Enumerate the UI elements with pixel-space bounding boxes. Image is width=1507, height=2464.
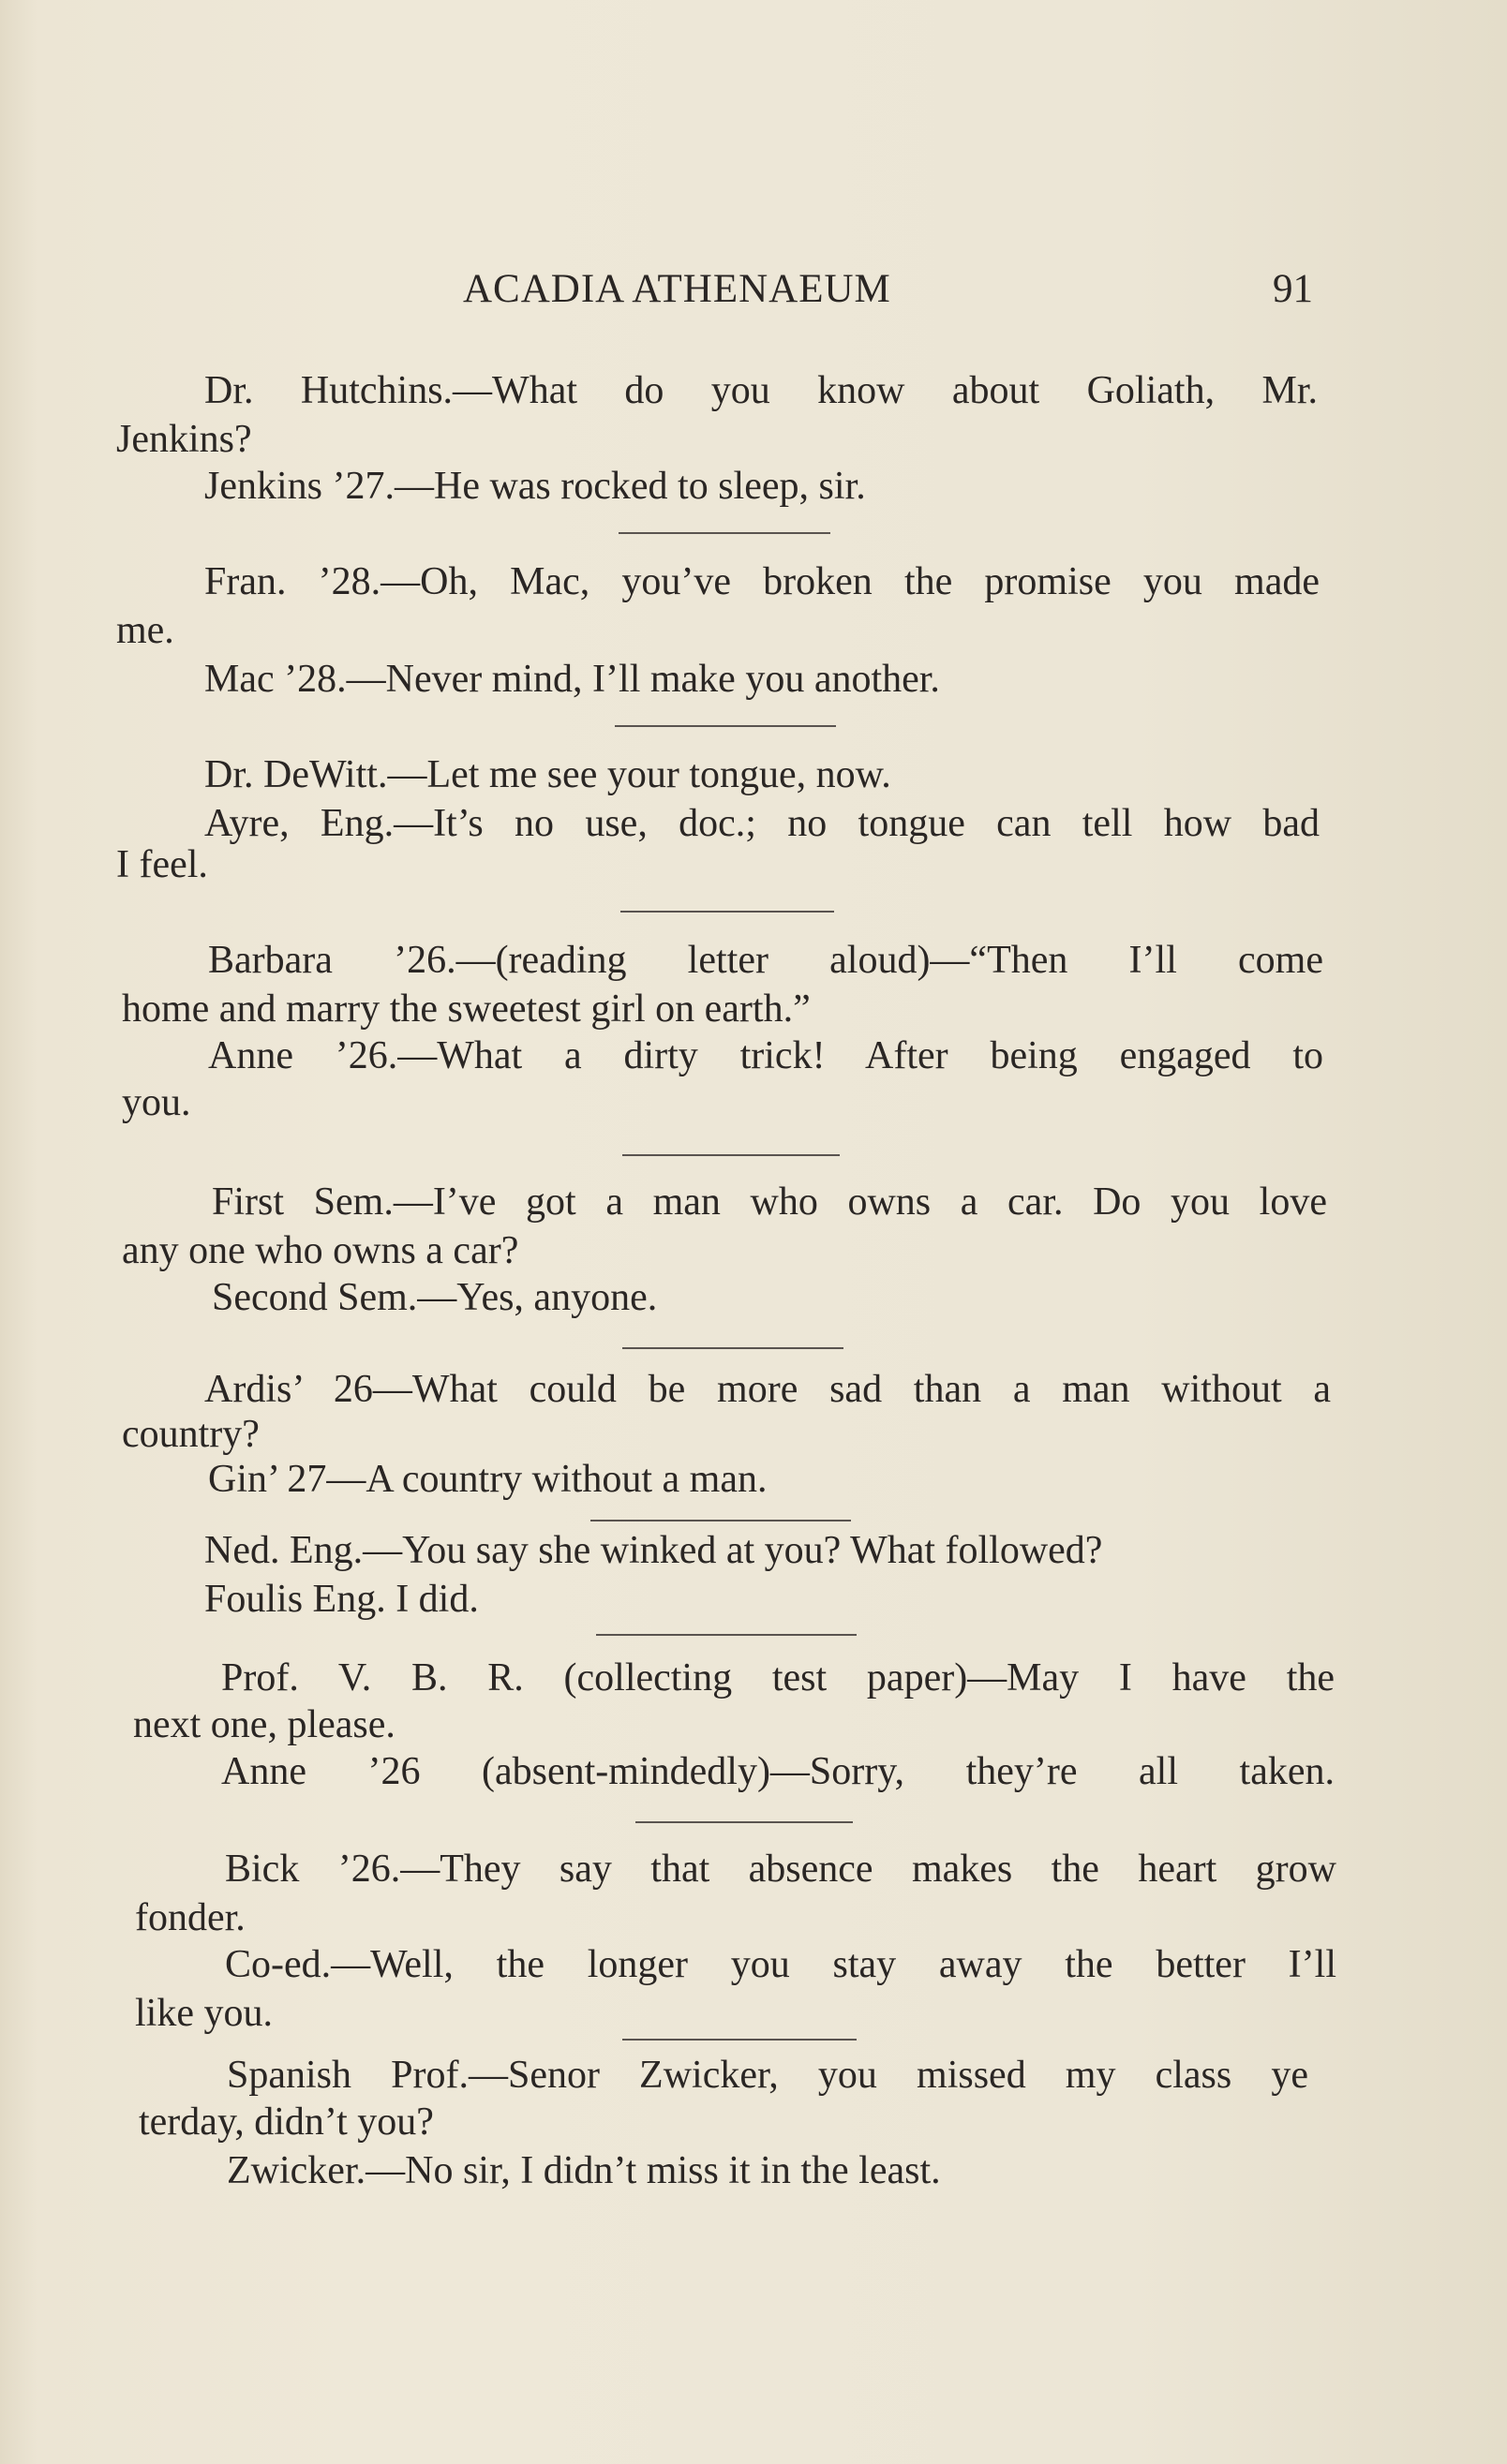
journal-title: ACADIA ATHENAEUM	[463, 267, 891, 311]
text-line: Ayre, Eng.—It’s no use, doc.; no tongue can tell how bad	[204, 802, 1320, 845]
text-line: fonder.	[135, 1896, 246, 1939]
text-line: First Sem.—I’ve got a man who owns a car. Do you love	[212, 1180, 1327, 1224]
running-header	[0, 266, 1507, 322]
text-line: you.	[122, 1081, 191, 1124]
text-line: next one, please.	[133, 1703, 395, 1746]
separator-rule	[590, 1520, 851, 1521]
text-line: Gin’ 27—A country without a man.	[208, 1458, 768, 1501]
separator-rule	[619, 532, 830, 534]
text-line: any one who owns a car?	[122, 1229, 519, 1272]
text-line: Ned. Eng.—You say she winked at you? What followed?	[204, 1529, 1103, 1572]
text-line: I feel.	[116, 843, 208, 886]
text-line: Jenkins?	[116, 418, 252, 461]
text-line: Anne ’26.—What a dirty trick! After being engaged to	[208, 1034, 1323, 1077]
text-line: Barbara ’26.—(reading letter aloud)—“Then I’ll come	[208, 939, 1323, 982]
separator-rule	[622, 1154, 840, 1156]
text-line: Mac ’28.—Never mind, I’ll make you another.	[204, 658, 940, 701]
text-line: Foulis Eng. I did.	[204, 1578, 479, 1621]
text-line: Jenkins ’27.—He was rocked to sleep, sir.	[204, 465, 866, 508]
page-number: 91	[1273, 267, 1313, 311]
text-line: Anne ’26 (absent-mindedly)—Sorry, they’re all taken.	[221, 1750, 1335, 1793]
separator-rule	[622, 2039, 857, 2041]
text-line: Fran. ’28.—Oh, Mac, you’ve broken the promise you made	[204, 560, 1320, 603]
text-line: Prof. V. B. R. (collecting test paper)—May I have the	[221, 1656, 1335, 1700]
text-line: terday, didn’t you?	[139, 2100, 434, 2144]
text-line: like you.	[135, 1992, 273, 2035]
text-line: Spanish Prof.—Senor Zwicker, you missed my class ye	[227, 2054, 1308, 2097]
text-line: Ardis’ 26—What could be more sad than a man without a	[204, 1368, 1331, 1411]
text-line: Second Sem.—Yes, anyone.	[212, 1276, 658, 1319]
text-line: Dr. DeWitt.—Let me see your tongue, now.	[204, 753, 891, 796]
text-line: home and marry the sweetest girl on earth.”	[122, 987, 811, 1031]
separator-rule	[635, 1821, 853, 1823]
separator-rule	[622, 1347, 843, 1349]
text-line: Bick ’26.—They say that absence makes the heart grow	[225, 1848, 1336, 1891]
separator-rule	[620, 911, 834, 913]
text-line: Zwicker.—No sir, I didn’t miss it in the least.	[227, 2149, 941, 2192]
text-line: Dr. Hutchins.—What do you know about Goliath, Mr.	[204, 369, 1318, 412]
text-line: Co-ed.—Well, the longer you stay away the better I’ll	[225, 1943, 1336, 1986]
text-line: country?	[122, 1413, 260, 1456]
separator-rule	[596, 1634, 857, 1636]
text-line: me.	[116, 609, 174, 652]
separator-rule	[615, 725, 836, 727]
